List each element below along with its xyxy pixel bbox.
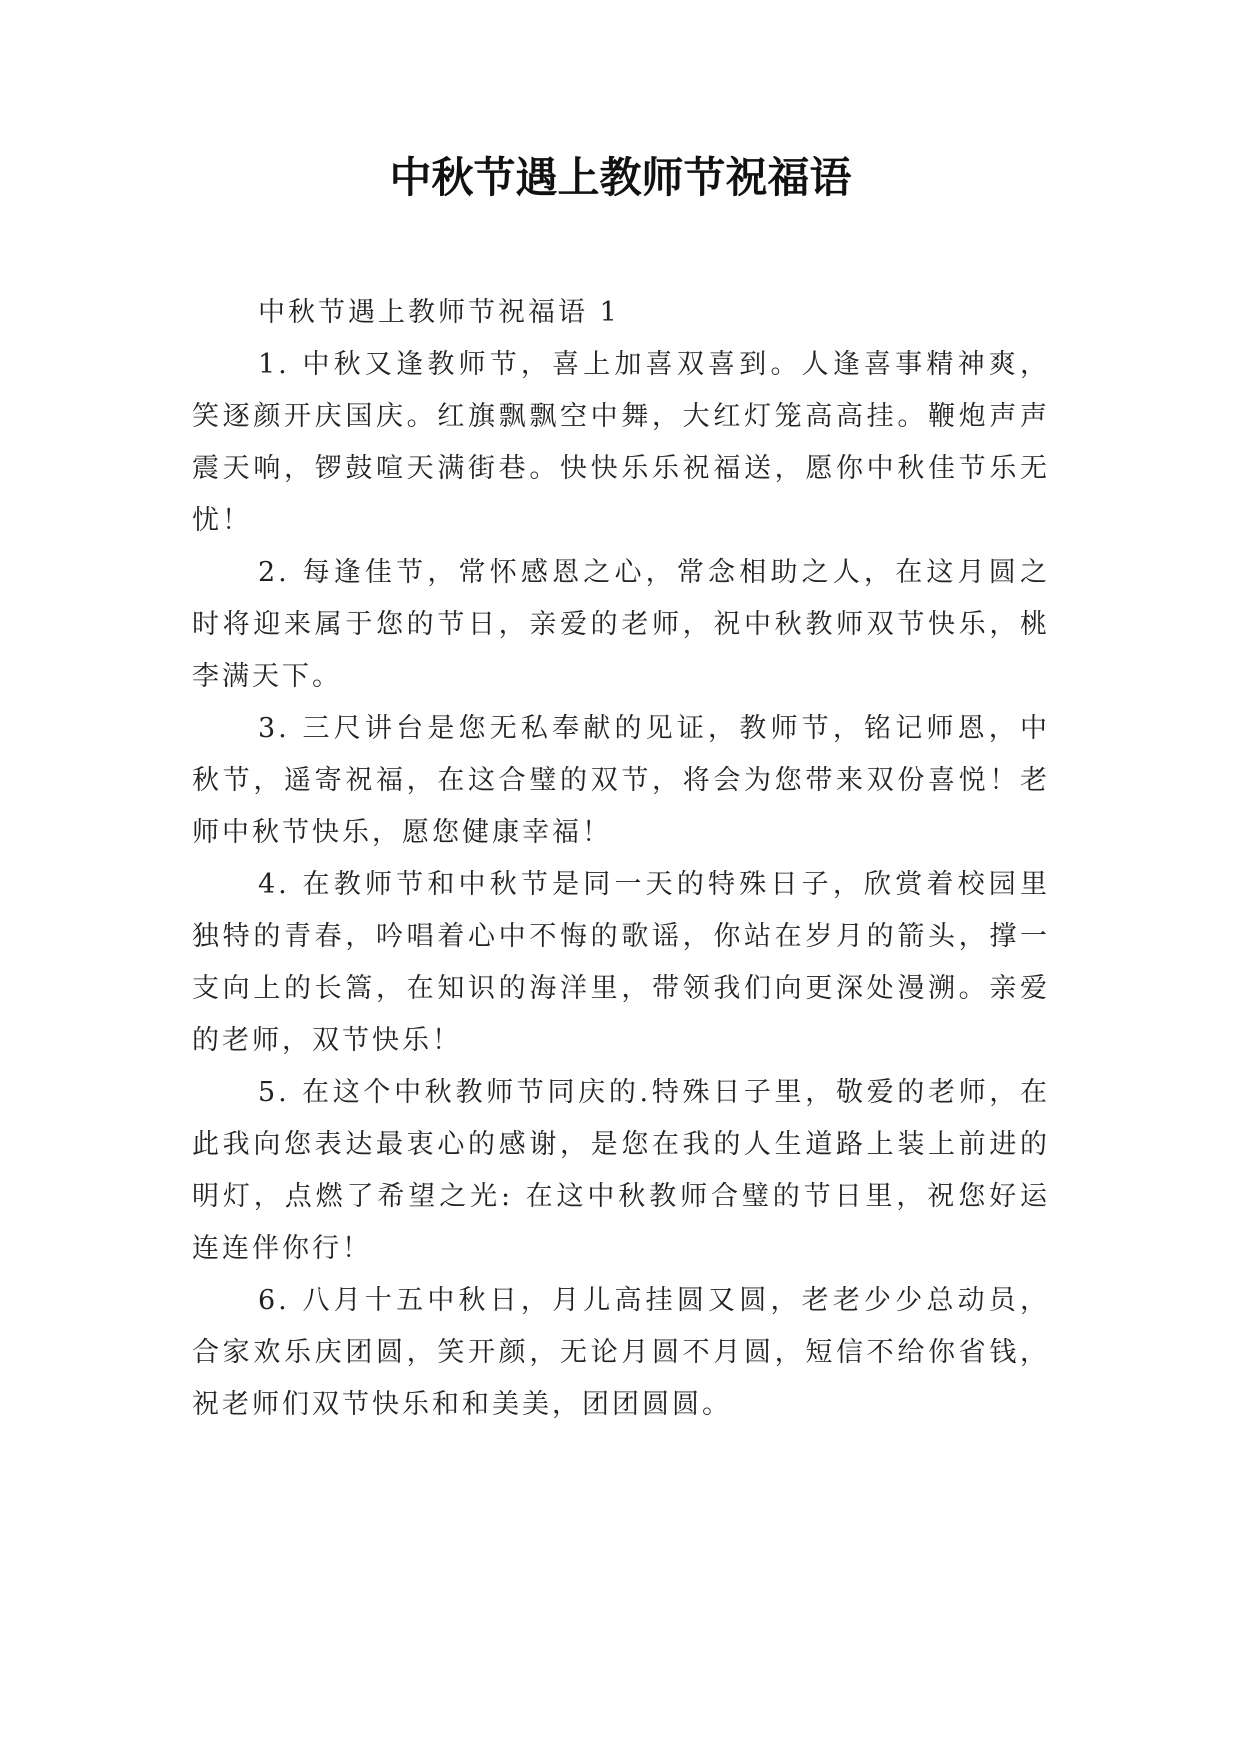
blessing-paragraph-2: 2. 每逢佳节，常怀感恩之心，常念相助之人，在这月圆之时将迎来属于您的节日，亲爱的老师，祝中秋教师双节快乐，桃李满天下。 — [192, 557, 1050, 692]
section-heading: 中秋节遇上教师节祝福语 1 — [258, 297, 620, 328]
blessing-paragraph-6: 6. 八月十五中秋日，月儿高挂圆又圆，老老少少总动员，合家欢乐庆团圆，笑开颜，无论月圆不月圆，短信不给你省钱，祝老师们双节快乐和和美美，团团圆圆。 — [192, 1285, 1050, 1420]
blessing-paragraph-3: 3. 三尺讲台是您无私奉献的见证，教师节，铭记师恩，中秋节，遥寄祝福，在这合璧的双节，将会为您带来双份喜悦！老师中秋节快乐，愿您健康幸福！ — [192, 713, 1050, 848]
blessing-paragraph-5: 5. 在这个中秋教师节同庆的.特殊日子里，敬爱的老师，在此我向您表达最衷心的感谢，是您在我的人生道路上装上前进的明灯，点燃了希望之光: 在这中秋教师合璧的节日里，祝您好运连连伴你行！ — [192, 1077, 1050, 1264]
blessing-paragraph-4: 4. 在教师节和中秋节是同一天的特殊日子，欣赏着校园里独特的青春，吟唱着心中不悔的歌谣，你站在岁月的箭头，撑一支向上的长篙，在知识的海洋里，带领我们向更深处漫溯。亲爱的老师，双节快乐！ — [192, 869, 1050, 1056]
blessing-paragraph-1: 1. 中秋又逢教师节，喜上加喜双喜到。人逢喜事精神爽，笑逐颜开庆国庆。红旗飘飘空中舞，大红灯笼高高挂。鞭炮声声震天响，锣鼓喧天满街巷。快快乐乐祝福送，愿你中秋佳节乐无忧！ — [192, 349, 1050, 536]
document-body — [192, 287, 1050, 1431]
document-title: 中秋节遇上教师节祝福语 — [389, 153, 852, 202]
